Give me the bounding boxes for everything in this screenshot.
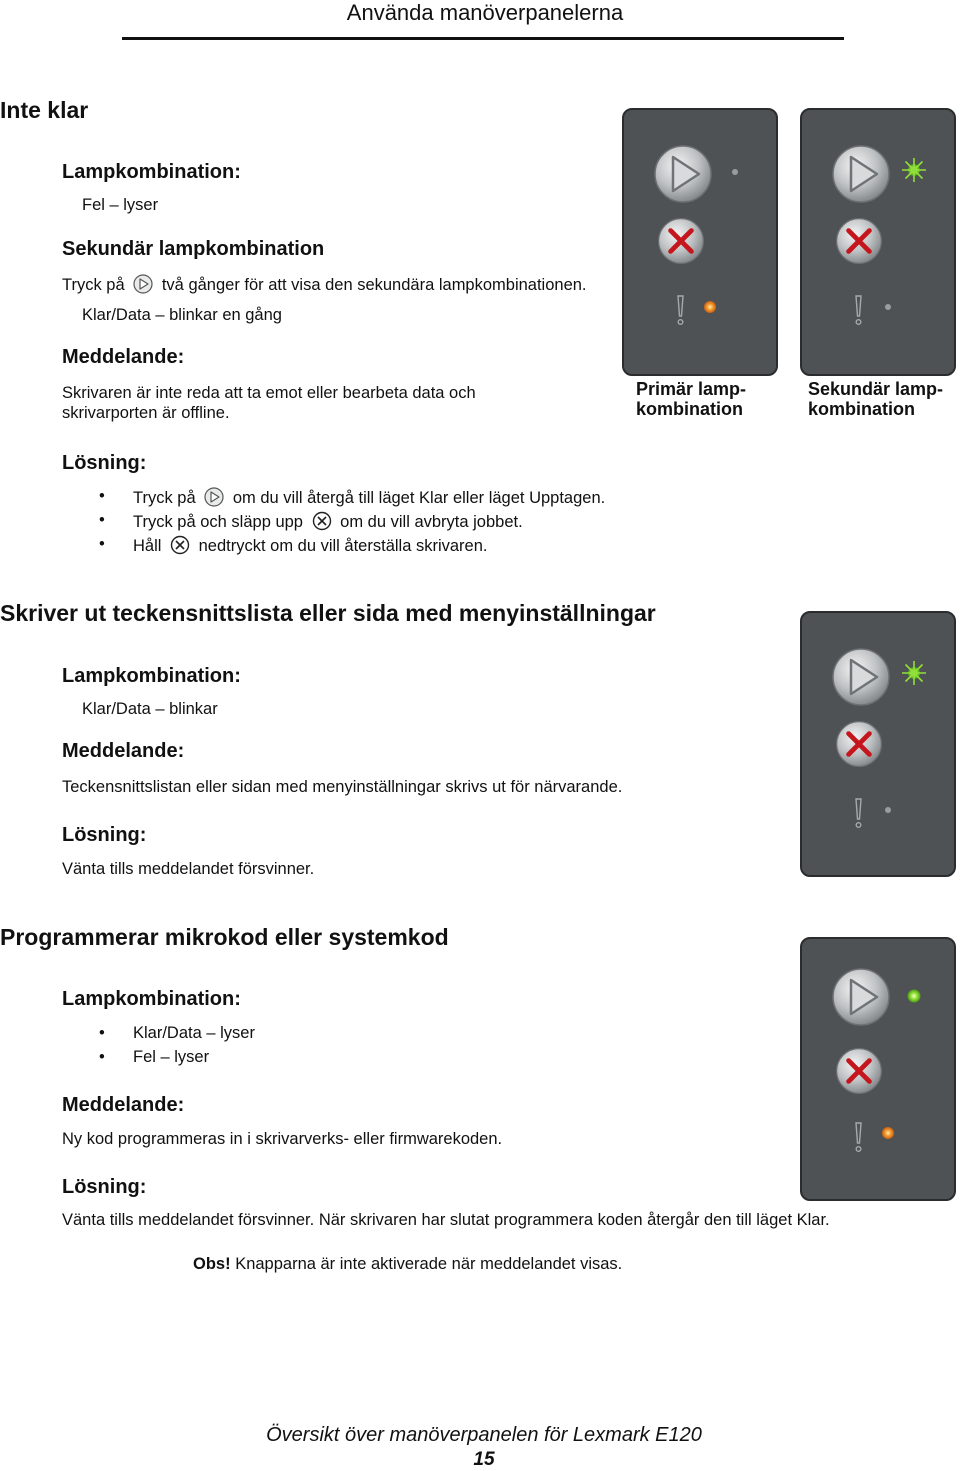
operator-panel-section2 [800,611,956,877]
section-title-not-ready: Inte klar [0,97,89,123]
panel-primary-caption-line-1: Primär lamp- [636,379,747,399]
light-item-2 [99,1048,210,1067]
bullet-dot: • [99,535,105,553]
cancel-button-icon [837,1049,882,1094]
panel-primary-caption-line-2: kombination [636,399,743,419]
page-number: 15 [473,1449,495,1470]
panel-secondary-caption-line-2: kombination [808,399,915,419]
error-exclamation-icon [856,296,861,324]
bullet-dot: • [99,487,105,505]
footer-title: Översikt över manöverpanelen för Lexmark E120 [266,1424,702,1446]
secondary-value: Klar/Data – blinkar en gång [82,306,282,324]
go-button-icon [655,146,711,202]
secondary-heading: Sekundär lampkombination [62,238,325,260]
cancel-button-icon [837,722,882,767]
message-text: Ny kod programmeras in i skrivarverks- eller firmwarekoden. [62,1130,503,1148]
panel-secondary-caption-line-1: Sekundär lamp- [808,379,944,399]
light-value: Klar/Data – blinkar [82,700,218,718]
secondary-instruction [62,274,587,295]
solution-bullet-1-post: om du vill återgå till läget Klar eller läget Upptagen. [232,489,606,507]
note [193,1255,622,1274]
solution-bullet-2-pre: Tryck på och släpp upp [133,513,303,531]
cancel-button-icon [312,511,332,531]
error-exclamation-icon [856,1123,861,1151]
bullet-dot: • [99,1024,105,1042]
solution-bullet-3-pre: Håll [133,537,162,555]
section-title-programming-code: Programmerar mikrokod eller systemkod [0,924,449,950]
light-item-2-text: Fel – lyser [133,1048,210,1066]
solution-text: Vänta tills meddelandet försvinner. När skrivaren har slutat programmera koden återgår den till läget Klar. [62,1211,830,1229]
bullet-dot: • [99,1048,105,1066]
note-label: Obs! [193,1255,231,1273]
ready-led-on [908,990,921,1003]
message-heading: Meddelande: [62,346,185,368]
light-heading: Lampkombination: [62,665,241,687]
solution-heading: Lösning: [62,1176,147,1198]
ready-led-off [732,169,738,175]
go-button-icon [133,274,153,294]
message-heading: Meddelande: [62,740,185,762]
light-item-1 [99,1024,255,1043]
panel-primary-caption [636,379,746,419]
solution-bullet-1 [99,487,606,508]
panel-secondary-caption [808,379,943,419]
solution-bullet-3 [99,535,488,556]
go-button-icon [833,649,889,705]
operator-panel-secondary [800,108,956,376]
error-led-off [885,807,891,813]
go-button-icon [204,487,224,507]
cancel-button-icon [837,219,882,264]
section-title-printing-font-list: Skriver ut teckensnittslista eller sida med menyinställningar [0,600,656,626]
message-heading: Meddelande: [62,1094,185,1116]
error-led-off [885,304,891,310]
header-rule [122,37,844,40]
solution-bullet-1-pre: Tryck på [133,489,196,507]
bullet-dot: • [99,511,105,529]
page-header-title: Använda manöverpanelerna [346,0,624,25]
solution-text: Vänta tills meddelandet försvinner. [62,860,315,878]
operator-panel-primary [622,108,778,376]
message-text: Teckensnittslistan eller sidan med menyinställningar skrivs ut för närvarande. [62,778,623,796]
go-button-icon [833,969,889,1025]
solution-heading: Lösning: [62,452,147,474]
light-item-1-text: Klar/Data – lyser [133,1024,255,1042]
message-line-1: Skrivaren är inte reda att ta emot eller bearbeta data och [62,384,476,402]
secondary-instruction-pre: Tryck på [62,276,125,294]
solution-bullet-2-post: om du vill avbryta jobbet. [340,513,523,531]
error-exclamation-icon [678,296,683,324]
cancel-button-icon [659,219,704,264]
cancel-button-icon [170,535,190,555]
note-text: Knapparna är inte aktiverade när meddelandet visas. [235,1255,623,1273]
ready-led-blinking [902,158,926,182]
message-line-2: skrivarporten är offline. [62,404,230,422]
light-value: Fel – lyser [82,196,159,214]
error-led-on [704,301,716,313]
light-heading: Lampkombination: [62,988,241,1010]
operator-panel-section3 [800,937,956,1201]
go-button-icon [833,146,889,202]
error-led-on [882,1127,894,1139]
error-exclamation-icon [856,799,861,827]
solution-bullet-3-post: nedtryckt om du vill återställa skrivaren. [198,537,488,555]
light-heading: Lampkombination: [62,161,241,183]
ready-led-blinking [902,661,926,685]
solution-bullet-2 [99,511,523,532]
solution-heading: Lösning: [62,824,147,846]
secondary-instruction-post: två gånger för att visa den sekundära lampkombinationen. [161,276,587,294]
